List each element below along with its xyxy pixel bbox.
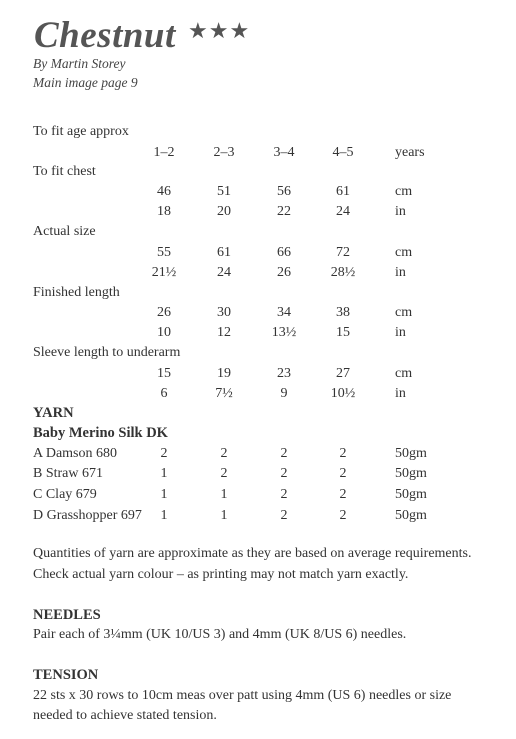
measurement-value: 21½	[151, 265, 177, 280]
measurement-value: 13½	[271, 325, 297, 340]
measurement-value: 27	[336, 366, 350, 381]
measurement-value: 66	[277, 245, 291, 260]
yarn-quantity: 1	[160, 466, 168, 481]
yarn-quantity: 2	[280, 466, 288, 481]
yarn-quantity: 1	[160, 487, 168, 502]
yarn-colour-label: B Straw 671	[33, 466, 103, 481]
measurement-value: 9	[280, 386, 288, 401]
measurement-value: 10½	[330, 386, 356, 401]
yarn-quantity: 2	[339, 466, 347, 481]
tension-heading: TENSION	[33, 667, 99, 683]
unit-cm: cm	[395, 366, 413, 381]
measurement-value: 26	[277, 265, 291, 280]
unit-in: in	[395, 386, 406, 401]
measurement-value: 30	[217, 305, 231, 320]
difficulty-rating: ★★★	[188, 18, 251, 43]
yarn-note: Check actual yarn colour – as printing may not match yarn exactly.	[33, 567, 409, 582]
tension-text: needed to achieve stated tension.	[33, 708, 217, 723]
yarn-quantity: 1	[220, 508, 228, 523]
unit-cm: cm	[395, 184, 413, 199]
measurement-value: 72	[336, 245, 350, 260]
measurement-value: 18	[157, 204, 171, 219]
pattern-title: Chestnut	[34, 15, 176, 56]
measurement-value: 7½	[215, 386, 233, 401]
measurement-value: 24	[217, 265, 231, 280]
unit-in: in	[395, 265, 406, 280]
yarn-name: Baby Merino Silk DK	[33, 425, 168, 441]
measurement-value: 46	[157, 184, 171, 199]
yarn-colour-label: D Grasshopper 697	[33, 508, 142, 523]
measurement-value: 55	[157, 245, 171, 260]
measurement-label: Actual size	[33, 224, 96, 239]
measurement-value: 20	[217, 204, 231, 219]
size-value: 2–3	[213, 145, 235, 160]
measurement-label: Sleeve length to underarm	[33, 345, 181, 360]
measurement-value: 15	[336, 325, 350, 340]
measurement-value: 26	[157, 305, 171, 320]
measurement-value: 6	[160, 386, 168, 401]
yarn-quantity: 2	[280, 508, 288, 523]
yarn-quantity: 1	[160, 508, 168, 523]
yarn-quantity: 2	[220, 466, 228, 481]
size-value: 4–5	[332, 145, 354, 160]
yarn-unit: 50gm	[395, 487, 427, 502]
yarn-quantity: 2	[280, 446, 288, 461]
measurement-value: 61	[217, 245, 231, 260]
measurement-value: 34	[277, 305, 291, 320]
measurement-label: Finished length	[33, 285, 120, 300]
measurement-value: 28½	[330, 265, 356, 280]
needles-text: Pair each of 3¼mm (UK 10/US 3) and 4mm (UK 8/US 6) needles.	[33, 627, 407, 642]
measurement-value: 12	[217, 325, 231, 340]
unit-cm: cm	[395, 305, 413, 320]
tension-text: 22 sts x 30 rows to 10cm meas over patt using 4mm (US 6) needles or size	[33, 688, 452, 703]
yarn-unit: 50gm	[395, 508, 427, 523]
yarn-quantity: 2	[280, 487, 288, 502]
yarn-quantity: 2	[339, 446, 347, 461]
yarn-colour-label: C Clay 679	[33, 487, 97, 502]
yarn-quantity: 2	[220, 446, 228, 461]
yarn-quantity: 2	[339, 487, 347, 502]
yarn-quantity: 1	[220, 487, 228, 502]
measurement-value: 38	[336, 305, 350, 320]
size-value: 1–2	[153, 145, 175, 160]
measurement-value: 56	[277, 184, 291, 199]
measurement-value: 23	[277, 366, 291, 381]
unit-cm: cm	[395, 245, 413, 260]
size-label: To fit age approx	[33, 124, 129, 139]
yarn-unit: 50gm	[395, 446, 427, 461]
yarn-quantity: 2	[339, 508, 347, 523]
yarn-heading: YARN	[33, 405, 74, 421]
measurement-value: 24	[336, 204, 350, 219]
size-unit: years	[395, 145, 425, 160]
measurement-label: To fit chest	[33, 164, 96, 179]
yarn-note: Quantities of yarn are approximate as they are based on average requirements.	[33, 546, 472, 561]
designer-byline: By Martin Storey	[33, 56, 126, 71]
measurement-value: 15	[157, 366, 171, 381]
measurement-value: 10	[157, 325, 171, 340]
unit-in: in	[395, 204, 406, 219]
measurement-value: 61	[336, 184, 350, 199]
size-value: 3–4	[273, 145, 295, 160]
yarn-unit: 50gm	[395, 466, 427, 481]
yarn-colour-label: A Damson 680	[33, 446, 117, 461]
needles-heading: NEEDLES	[33, 607, 101, 623]
unit-in: in	[395, 325, 406, 340]
image-reference: Main image page 9	[33, 75, 138, 90]
measurement-value: 19	[217, 366, 231, 381]
measurement-value: 22	[277, 204, 291, 219]
yarn-quantity: 2	[160, 446, 168, 461]
measurement-value: 51	[217, 184, 231, 199]
